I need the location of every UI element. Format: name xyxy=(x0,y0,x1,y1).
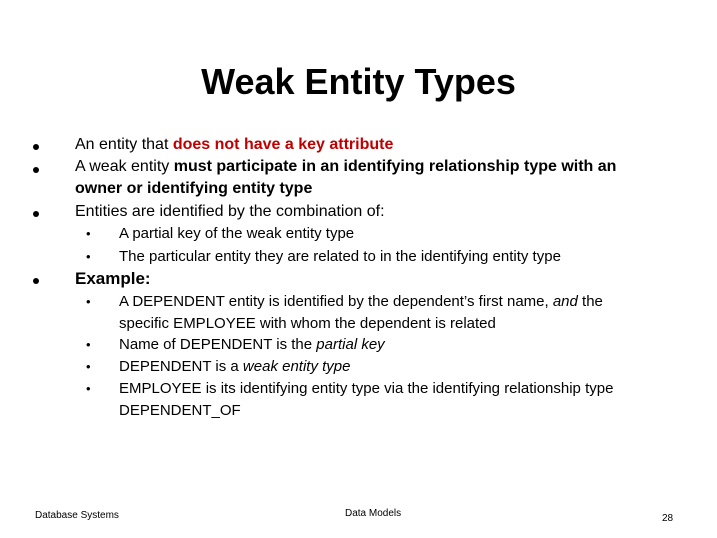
sub-bullet: • xyxy=(86,226,91,241)
bullet-dot xyxy=(33,144,39,150)
footer-left: Database Systems xyxy=(35,510,119,521)
bullet-dot xyxy=(33,167,39,173)
example-item-identifying-type: EMPLOYEE is its identifying entity type via the identifying relationship type DEPENDENT_OF xyxy=(119,380,614,419)
slide-title: Weak Entity Types xyxy=(201,61,516,102)
example-item-dependent: A DEPENDENT entity is identified by the dependent’s first name, and the specific EMPLOYEE with whom the dependent is related xyxy=(119,293,603,332)
bullet-dot xyxy=(33,278,39,284)
sub-item-partial-key: A partial key of the weak entity type xyxy=(119,225,355,242)
bullet-weak-entity: A weak entity must participate in an identifying relationship type with an owner or identifying entity type xyxy=(75,158,617,197)
bullet-no-key: An entity that does not have a key attribute xyxy=(75,136,394,153)
footer-center: Data Models xyxy=(345,508,402,519)
bullet-dot xyxy=(33,211,39,217)
sub-bullet: • xyxy=(86,249,91,264)
page-number: 28 xyxy=(662,513,674,524)
sub-bullet: • xyxy=(86,294,91,309)
sub-bullet: • xyxy=(86,381,91,396)
emphasis-text: does not have a key attribute xyxy=(172,136,394,153)
example-item-partial-key: Name of DEPENDENT is the partial key xyxy=(119,336,385,353)
sub-bullet: • xyxy=(86,337,91,352)
sub-item-related-entity: The particular entity they are related to in the identifying entity type xyxy=(119,248,561,265)
sub-bullet: • xyxy=(86,359,91,374)
bullet-identified-by: Entities are identified by the combination of: xyxy=(75,203,385,220)
bullet-example: Example: xyxy=(75,269,151,288)
example-item-weak-type: DEPENDENT is a weak entity type xyxy=(119,358,351,375)
